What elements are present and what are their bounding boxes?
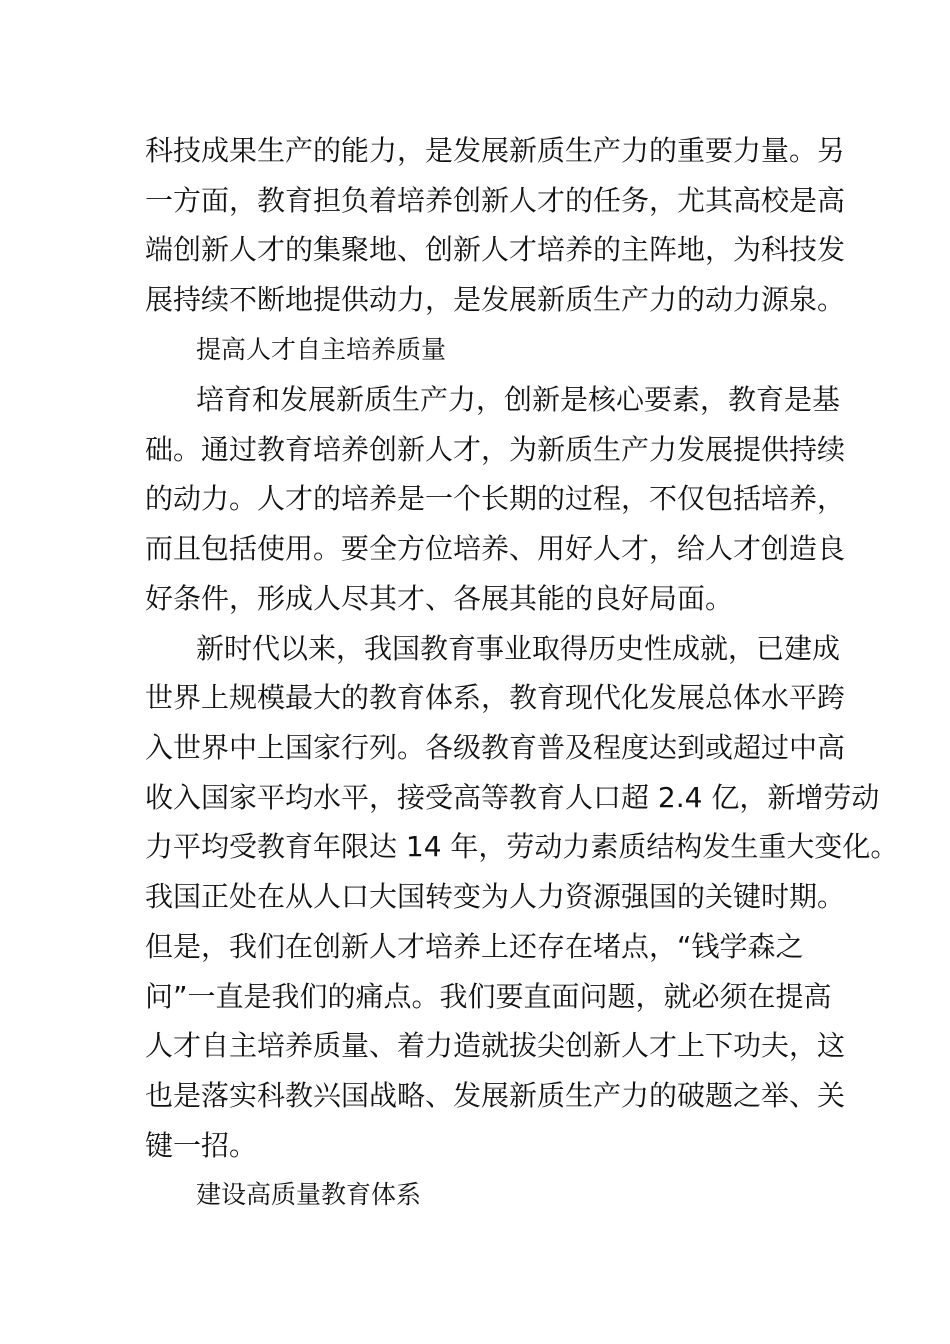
paragraph-line: 科技成果生产的能力，是发展新质生产力的重要力量。另 [145, 134, 846, 167]
paragraph-line: 键一招。 [145, 1129, 258, 1162]
paragraph-line: 新时代以来，我国教育事业取得历史性成就，已建成 [196, 632, 841, 665]
paragraph-line: 问”一直是我们的痛点。我们要直面问题，就必须在提高 [145, 980, 832, 1013]
paragraph-line: 础。通过教育培养创新人才，为新质生产力发展提供持续 [145, 433, 846, 466]
section-heading: 提高人才自主培养质量 [196, 335, 447, 364]
paragraph-line: 而且包括使用。要全方位培养、用好人才，给人才创造良 [145, 532, 846, 565]
paragraph-line: 端创新人才的集聚地、创新人才培养的主阵地，为科技发 [145, 233, 846, 266]
paragraph-line: 收入国家平均水平，接受高等教育人口超 2.4 亿，新增劳动 [145, 781, 880, 814]
paragraph-line: 展持续不断地提供动力，是发展新质生产力的动力源泉。 [145, 283, 846, 316]
paragraph-line: 但是，我们在创新人才培养上还存在堵点，“钱学森之 [145, 930, 804, 963]
paragraph-line: 世界上规模最大的教育体系，教育现代化发展总体水平跨 [145, 681, 846, 714]
section-heading: 建设高质量教育体系 [196, 1180, 422, 1209]
paragraph-line: 一方面，教育担负着培养创新人才的任务，尤其高校是高 [145, 184, 846, 217]
paragraph-line: 人才自主培养质量、着力造就拔尖创新人才上下功夫，这 [145, 1029, 846, 1062]
paragraph-line: 也是落实科教兴国战略、发展新质生产力的破题之举、关 [145, 1079, 846, 1112]
paragraph-line: 力平均受教育年限达 14 年，劳动力素质结构发生重大变化。 [145, 830, 899, 863]
paragraph-line: 好条件，形成人尽其才、各展其能的良好局面。 [145, 582, 734, 615]
paragraph-line: 的动力。人才的培养是一个长期的过程，不仅包括培养， [145, 482, 846, 515]
paragraph-line: 培育和发展新质生产力，创新是核心要素，教育是基 [196, 383, 841, 416]
paragraph-line: 入世界中上国家行列。各级教育普及程度达到或超过中高 [145, 731, 846, 764]
paragraph-line: 我国正处在从人口大国转变为人力资源强国的关键时期。 [145, 880, 846, 913]
